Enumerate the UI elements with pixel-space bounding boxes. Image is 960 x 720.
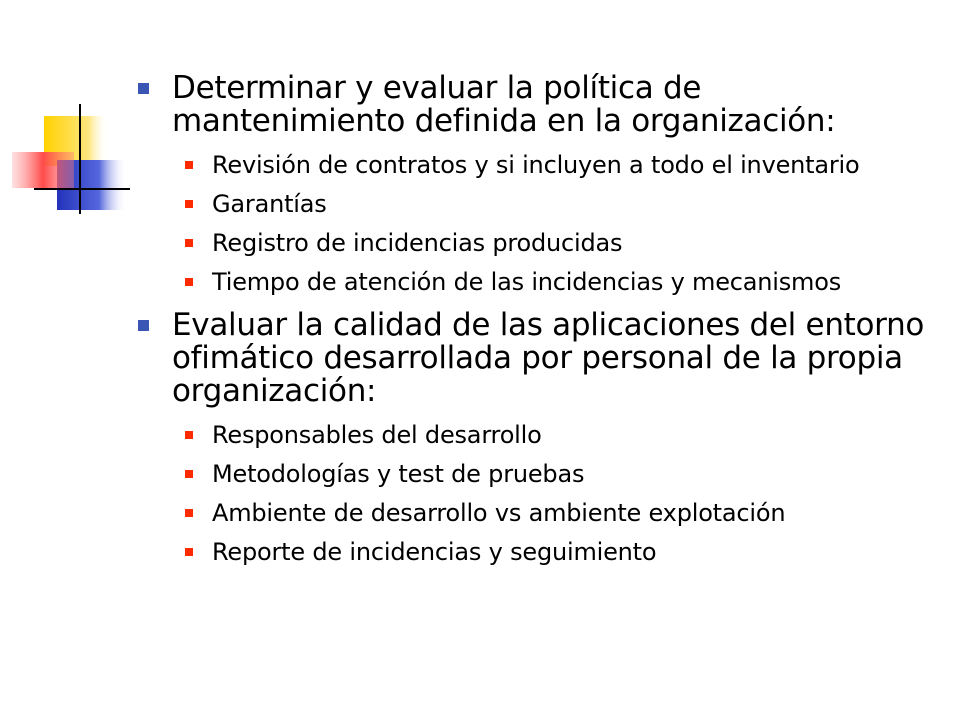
secondary-bullet-icon [185,548,193,556]
secondary-bullet-icon [185,200,193,208]
list-item-text: Registro de incidencias producidas [212,229,623,257]
list-item [138,422,938,448]
deco-red-square [12,152,74,188]
list-item-text: Reporte de incidencias y seguimiento [212,538,657,566]
list-item-text: Metodologías y test de pruebas [212,460,585,488]
list-item-text: Responsables del desarrollo [212,421,542,449]
list-item [138,539,938,565]
sub-list [138,152,938,295]
list-item-text: Tiempo de atención de las incidencias y mecanismos [212,268,842,296]
section-heading [138,72,938,138]
secondary-bullet-icon [185,278,193,286]
list-item [138,500,938,526]
primary-bullet-icon [138,83,149,94]
secondary-bullet-icon [185,509,193,517]
section-heading [138,309,938,408]
list-item [138,152,938,178]
list-item [138,191,938,217]
bullet-content [138,72,938,579]
secondary-bullet-icon [185,431,193,439]
corner-decoration [0,0,160,230]
list-item [138,269,938,295]
section-heading-text: Determinar y evaluar la política de mantenimiento definida en la organización: [172,70,836,139]
secondary-bullet-icon [185,161,193,169]
section-heading-text: Evaluar la calidad de las aplicaciones del entorno ofimático desarrollada por personal de la propia organización: [172,307,925,409]
list-item-text: Ambiente de desarrollo vs ambiente explotación [212,499,786,527]
list-item-text: Garantías [212,190,327,218]
secondary-bullet-icon [185,470,193,478]
list-item-text: Revisión de contratos y si incluyen a todo el inventario [212,151,860,179]
primary-bullet-icon [138,320,149,331]
sub-list [138,422,938,565]
list-item [138,230,938,256]
secondary-bullet-icon [185,239,193,247]
list-item [138,461,938,487]
